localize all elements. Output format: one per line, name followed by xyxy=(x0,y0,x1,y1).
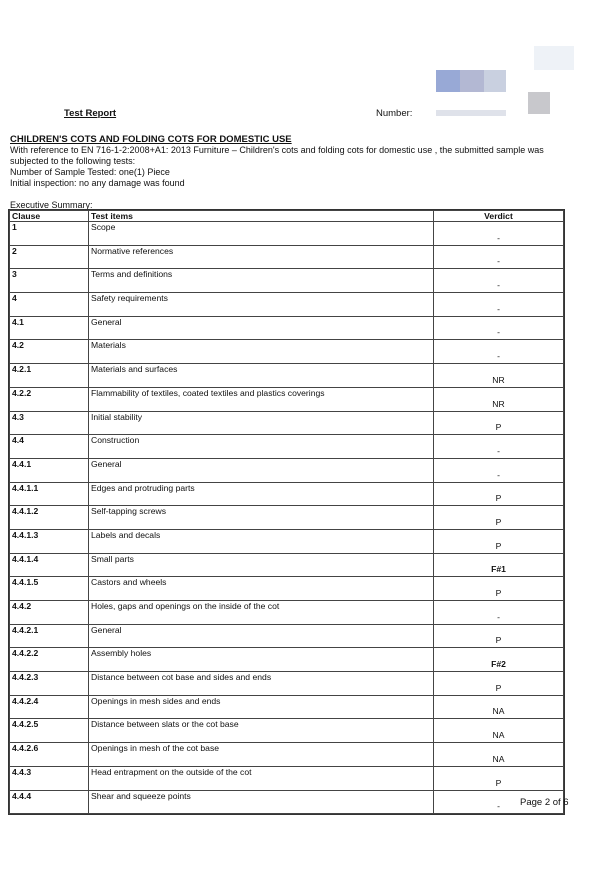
test-item-cell: Materials xyxy=(89,340,434,364)
test-item-cell: Assembly holes xyxy=(89,648,434,672)
table-row xyxy=(10,672,564,696)
clause-cell: 4.4.2.2 xyxy=(10,648,89,672)
table-row xyxy=(10,411,564,435)
verdict-cell: - xyxy=(434,293,564,317)
verdict-cell: - xyxy=(434,458,564,482)
table-row xyxy=(10,269,564,293)
verdict-cell: P xyxy=(434,624,564,648)
clause-cell: 4.4.2.4 xyxy=(10,695,89,719)
clause-cell: 4.4.1.5 xyxy=(10,577,89,601)
page-number: Page 2 of 6 xyxy=(520,797,569,808)
table-row xyxy=(10,695,564,719)
table-row xyxy=(10,577,564,601)
report-title: Test Report xyxy=(64,108,117,119)
table-row xyxy=(10,222,564,246)
verdict-cell: - xyxy=(434,435,564,459)
sample-count-text: Number of Sample Tested: one(1) Piece xyxy=(10,167,170,177)
test-item-cell: Terms and definitions xyxy=(89,269,434,293)
verdict-cell: NR xyxy=(434,387,564,411)
test-item-cell: Edges and protruding parts xyxy=(89,482,434,506)
test-item-cell: Materials and surfaces xyxy=(89,364,434,388)
table-row xyxy=(10,364,564,388)
test-item-cell: Safety requirements xyxy=(89,293,434,317)
table-row xyxy=(10,719,564,743)
test-item-cell: Flammability of textiles, coated textiles and plastics coverings xyxy=(89,387,434,411)
verdict-cell: NA xyxy=(434,743,564,767)
clause-cell: 4.4.1 xyxy=(10,458,89,482)
verdict-cell: P xyxy=(434,766,564,790)
clause-cell: 4.2.1 xyxy=(10,364,89,388)
document-title: CHILDREN'S COTS AND FOLDING COTS FOR DOMESTIC USE xyxy=(10,134,292,145)
verdict-cell: P xyxy=(434,411,564,435)
verdict-cell: - xyxy=(434,340,564,364)
table-row xyxy=(10,529,564,553)
test-item-cell: Scope xyxy=(89,222,434,246)
test-results-table xyxy=(9,210,564,814)
report-heading xyxy=(0,108,600,122)
test-item-cell: Self-tapping screws xyxy=(89,506,434,530)
clause-cell: 4.4.2 xyxy=(10,601,89,625)
logo-block xyxy=(460,70,484,92)
clause-cell: 2 xyxy=(10,245,89,269)
clause-cell: 4.2.2 xyxy=(10,387,89,411)
test-item-cell: Normative references xyxy=(89,245,434,269)
table-row xyxy=(10,648,564,672)
table-row xyxy=(10,340,564,364)
verdict-cell: P xyxy=(434,529,564,553)
test-item-cell: Openings in mesh of the cot base xyxy=(89,743,434,767)
test-items-column-header: Test items xyxy=(89,211,434,222)
table-row xyxy=(10,553,564,577)
test-item-cell: Holes, gaps and openings on the inside of the cot xyxy=(89,601,434,625)
table-row xyxy=(10,743,564,767)
initial-inspection-text: Initial inspection: no any damage was found xyxy=(10,178,185,188)
verdict-cell: F#1 xyxy=(434,553,564,577)
verdict-cell: P xyxy=(434,672,564,696)
test-item-cell: Openings in mesh sides and ends xyxy=(89,695,434,719)
clause-cell: 4.1 xyxy=(10,316,89,340)
reference-text: With reference to EN 716-1-2:2008+A1: 2013 Furniture – Children's cots and folding cots for domestic use , the submitted sample was subjected to the following tests: xyxy=(10,145,544,166)
table-row xyxy=(10,458,564,482)
logo-block xyxy=(436,70,460,92)
clause-cell: 4.4.1.3 xyxy=(10,529,89,553)
table-row xyxy=(10,601,564,625)
company-logo xyxy=(436,42,586,117)
verdict-cell: NA xyxy=(434,695,564,719)
test-item-cell: Castors and wheels xyxy=(89,577,434,601)
verdict-cell: - xyxy=(434,790,564,814)
table-header-row xyxy=(10,211,564,222)
logo-block xyxy=(534,46,574,70)
test-item-cell: Construction xyxy=(89,435,434,459)
clause-cell: 4.4.2.1 xyxy=(10,624,89,648)
test-item-cell: General xyxy=(89,458,434,482)
clause-cell: 4.2 xyxy=(10,340,89,364)
test-item-cell: Labels and decals xyxy=(89,529,434,553)
clause-cell: 4.4 xyxy=(10,435,89,459)
clause-cell: 4.4.1.1 xyxy=(10,482,89,506)
verdict-cell: P xyxy=(434,577,564,601)
verdict-cell: - xyxy=(434,269,564,293)
table-row xyxy=(10,790,564,814)
verdict-cell: P xyxy=(434,482,564,506)
table-row xyxy=(10,624,564,648)
clause-cell: 4.4.1.2 xyxy=(10,506,89,530)
clause-cell: 4.4.3 xyxy=(10,766,89,790)
test-item-cell: Distance between cot base and sides and ends xyxy=(89,672,434,696)
verdict-cell: - xyxy=(434,222,564,246)
table-row xyxy=(10,387,564,411)
table-row xyxy=(10,316,564,340)
table-row xyxy=(10,245,564,269)
table-row xyxy=(10,293,564,317)
table-row xyxy=(10,766,564,790)
logo-block xyxy=(484,70,506,92)
verdict-cell: - xyxy=(434,316,564,340)
verdict-cell: NA xyxy=(434,719,564,743)
table-row xyxy=(10,482,564,506)
clause-cell: 4.3 xyxy=(10,411,89,435)
table-row xyxy=(10,506,564,530)
test-item-cell: Distance between slats or the cot base xyxy=(89,719,434,743)
clause-cell: 4 xyxy=(10,293,89,317)
verdict-column-header: Verdict xyxy=(434,211,564,222)
clause-cell: 4.4.2.6 xyxy=(10,743,89,767)
clause-cell: 1 xyxy=(10,222,89,246)
intro-text xyxy=(10,145,580,189)
test-item-cell: General xyxy=(89,624,434,648)
verdict-cell: P xyxy=(434,506,564,530)
clause-cell: 4.4.1.4 xyxy=(10,553,89,577)
verdict-cell: - xyxy=(434,601,564,625)
clause-cell: 4.4.4 xyxy=(10,790,89,814)
test-item-cell: General xyxy=(89,316,434,340)
clause-cell: 4.4.2.5 xyxy=(10,719,89,743)
clause-cell: 4.4.2.3 xyxy=(10,672,89,696)
verdict-cell: NR xyxy=(434,364,564,388)
clause-column-header: Clause xyxy=(10,211,89,222)
executive-summary-label: Executive Summary: xyxy=(10,200,93,210)
clause-cell: 3 xyxy=(10,269,89,293)
report-number-label: Number: xyxy=(376,108,413,119)
verdict-cell: - xyxy=(434,245,564,269)
test-item-cell: Small parts xyxy=(89,553,434,577)
test-item-cell: Head entrapment on the outside of the cot xyxy=(89,766,434,790)
test-item-cell: Shear and squeeze points xyxy=(89,790,434,814)
table-row xyxy=(10,435,564,459)
verdict-cell: F#2 xyxy=(434,648,564,672)
test-item-cell: Initial stability xyxy=(89,411,434,435)
